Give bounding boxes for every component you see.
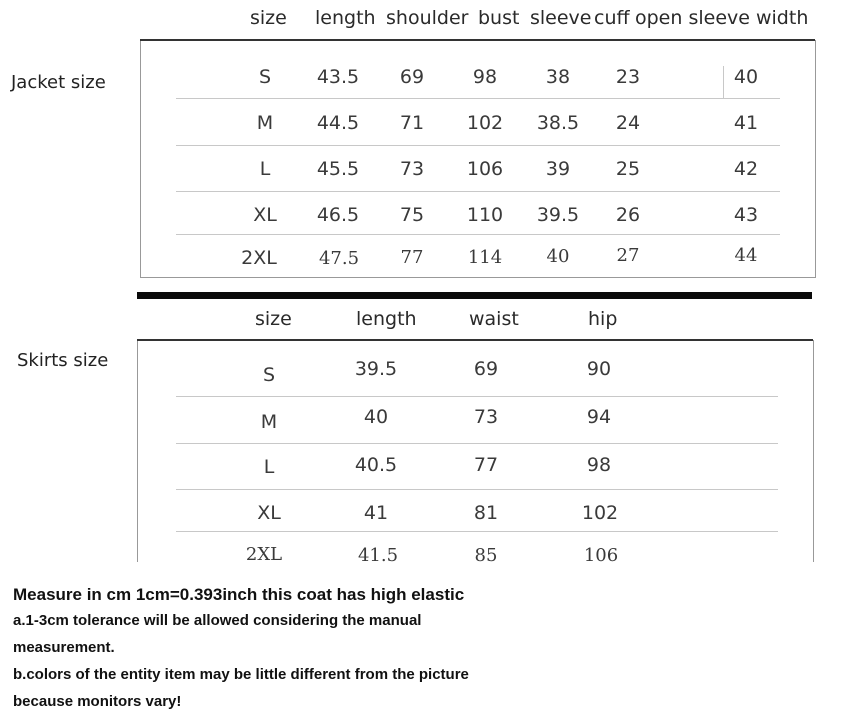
skirt-cell: 39.5 (354, 358, 398, 380)
jacket-row-divider (176, 145, 780, 146)
skirt-row-divider (176, 396, 778, 397)
skirt-cell: 106 (583, 545, 619, 566)
skirt-header-hip: hip (588, 308, 618, 330)
skirt-cell: 73 (473, 406, 499, 428)
jacket-cell: 38 (545, 66, 571, 88)
jacket-cell: 26 (615, 204, 641, 226)
jacket-cell: 40 (546, 246, 570, 267)
jacket-cell: 38.5 (536, 112, 580, 134)
skirt-cell: M (260, 411, 278, 433)
skirt-cell: 40 (363, 406, 389, 428)
jacket-cell: 47.5 (318, 248, 360, 269)
skirt-row-divider (176, 531, 778, 532)
jacket-cell: 75 (399, 204, 425, 226)
skirt-row-divider (176, 443, 778, 444)
jacket-header-sleeve: sleeve (530, 7, 592, 29)
jacket-cell: 44 (734, 245, 758, 266)
jacket-cell: 27 (616, 245, 640, 266)
note-tolerance: a.1-3cm tolerance will be allowed considering the manual (13, 612, 422, 629)
jacket-cell: M (256, 112, 274, 134)
jacket-table-top-border (140, 39, 815, 41)
skirt-cell: XL (257, 502, 281, 524)
jacket-cell: 43 (733, 204, 759, 226)
skirt-cell: 90 (586, 358, 612, 380)
note-tolerance-cont: measurement. (13, 639, 115, 656)
jacket-cell: 69 (399, 66, 425, 88)
jacket-row-divider (176, 234, 780, 235)
jacket-header-size: size (250, 7, 287, 29)
skirt-cell: 2XL (245, 544, 283, 565)
skirt-size-label: Skirts size (17, 350, 109, 371)
jacket-cell: 23 (615, 66, 641, 88)
skirt-header-size: size (255, 308, 292, 330)
skirt-cell: 85 (474, 545, 498, 566)
jacket-header-bust: bust (478, 7, 520, 29)
jacket-cell: 42 (733, 158, 759, 180)
jacket-cell: 44.5 (316, 112, 360, 134)
note-measure-cm: Measure in cm 1cm=0.393inch this coat has high elastic (13, 585, 465, 604)
jacket-header-length: length (315, 7, 376, 29)
skirt-cell: 81 (473, 502, 499, 524)
note-colors-cont: because monitors vary! (13, 693, 182, 710)
skirt-cell: 102 (581, 502, 619, 524)
jacket-row-divider (176, 191, 780, 192)
jacket-cell: 45.5 (316, 158, 360, 180)
jacket-header-shoulder: shoulder (386, 7, 469, 29)
jacket-header-cuff: cuff (594, 7, 630, 29)
skirt-header-waist: waist (469, 308, 519, 330)
jacket-cell: L (259, 158, 271, 180)
jacket-cell: 24 (615, 112, 641, 134)
skirt-cell: 41.5 (357, 545, 399, 566)
skirt-cell: 94 (586, 406, 612, 428)
jacket-cell: 43.5 (316, 66, 360, 88)
section-divider (137, 292, 812, 299)
jacket-cell: 102 (466, 112, 504, 134)
jacket-cell: 39.5 (536, 204, 580, 226)
skirt-cell: 41 (363, 502, 389, 524)
jacket-cell: 46.5 (316, 204, 360, 226)
skirt-header-length: length (356, 308, 417, 330)
jacket-cell: 77 (400, 247, 424, 268)
skirt-cell: L (263, 456, 275, 478)
jacket-cell: 71 (399, 112, 425, 134)
jacket-cell: XL (253, 204, 277, 226)
jacket-size-label: Jacket size (11, 72, 106, 93)
jacket-cell-divider (723, 66, 724, 98)
jacket-header-open-sleeve-width: open sleeve width (635, 7, 809, 29)
skirt-table-top-border (137, 339, 813, 341)
skirt-cell: 77 (473, 454, 499, 476)
jacket-cell: 41 (733, 112, 759, 134)
jacket-row-divider (176, 98, 780, 99)
jacket-cell: 73 (399, 158, 425, 180)
skirt-cell: 98 (586, 454, 612, 476)
skirt-row-divider (176, 489, 778, 490)
jacket-cell: S (258, 66, 272, 88)
jacket-cell: 40 (733, 66, 759, 88)
skirt-cell: S (262, 364, 276, 386)
note-colors: b.colors of the entity item may be little different from the picture (13, 666, 469, 683)
skirt-cell: 69 (473, 358, 499, 380)
jacket-cell: 114 (467, 247, 503, 268)
jacket-cell: 25 (615, 158, 641, 180)
skirt-cell: 40.5 (354, 454, 398, 476)
jacket-cell: 39 (545, 158, 571, 180)
jacket-cell: 110 (466, 204, 504, 226)
jacket-cell: 2XL (241, 247, 277, 269)
jacket-cell: 106 (466, 158, 504, 180)
jacket-cell: 98 (472, 66, 498, 88)
